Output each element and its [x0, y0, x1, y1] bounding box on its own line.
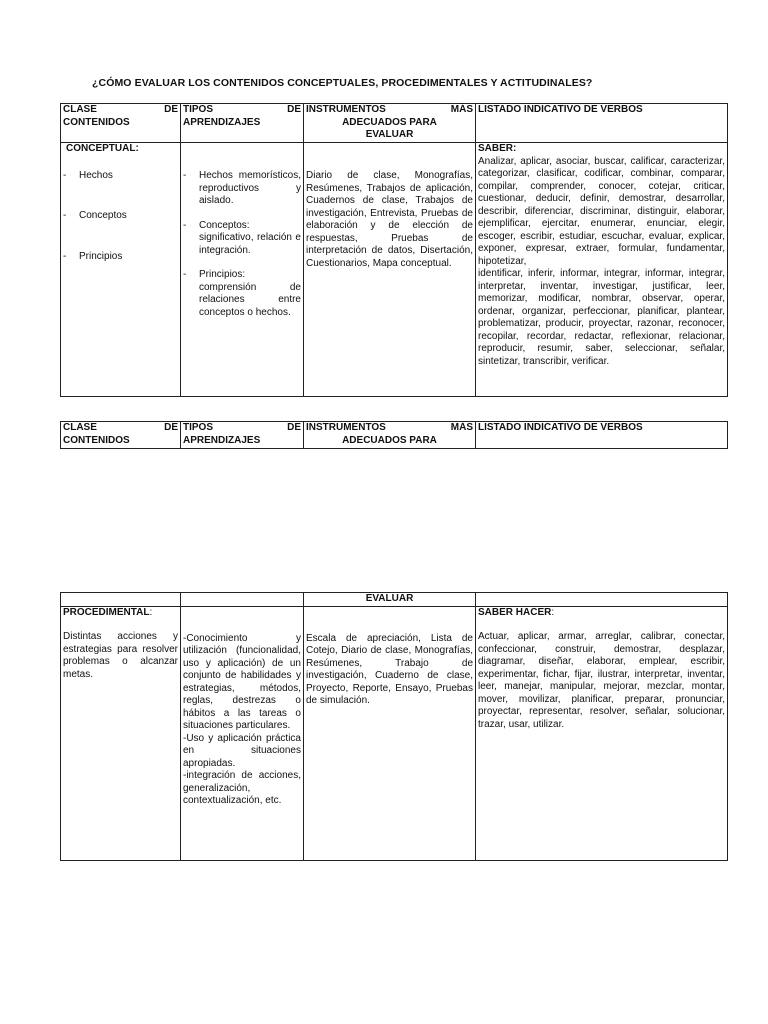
procedimental-verbos: Actuar, aplicar, armar, arreglar, calibrar, conectar, confeccionar, construir, demostrar, desplazar, diagramar, diseñar, elaborar, emplear, escribir, experimentar, fichar, fijar, ilustrar, interpretar, inventar, leer, manejar, manipular, mejorar, mezclar, montar, mover, movilizar, planificar, preparar, pronunciar, proyectar, representar, resolver, señalar, solucionar, trazar, usar, utilizar. [478, 631, 725, 730]
conceptual-tipos-cell [181, 143, 304, 397]
conceptual-verbos-p1: Analizar, aplicar, asociar, buscar, calificar, caracterizar, categorizar, clasificar, codificar, combinar, comparar, compilar, comprender, conocer, cotejar, criticar, cuestionar, deducir, definir, demostrar, desarrollar, describir, diferenciar, discriminar, distinguir, elaborar, ejemplificar, ejercitar, enumerar, enunciar, elegir, escoger, escribir, estudiar, escuchar, evaluar, explicar, exponer, expresar, extraer, formular, fundamentar, hipotetizar, [478, 155, 725, 267]
header-instrumentos-cont: EVALUAR [304, 593, 476, 607]
conceptual-clase-cell [61, 143, 181, 397]
tipo-item: -integración de acciones, generalización, contextualización, etc. [183, 770, 301, 806]
conceptual-instrumentos: Diario de clase, Monografías, Resúmenes, Trabajos de aplicación, Cuadernos de clase, Trabajos de investigación, Entrevista, Pruebas de elaboración y de elección de respuestas, Pruebas de interpretación de datos, Disertación, Cuestionarios, Mapa conceptual. [306, 170, 473, 269]
header-instrumentos [304, 104, 476, 143]
procedimental-clase-title: PROCEDIMENTAL [63, 606, 150, 618]
conceptual-verbos-p2: identificar, inferir, informar, integrar, informar, integrar, interpretar, inventar, investigar, justificar, leer, memorizar, modificar, nombrar, observar, operar, ordenar, organizar, perfeccionar, planificar, plantear, problematizar, producir, proyectar, razonar, reconocer, recopilar, recordar, redactar, reflexionar, relacionar, reproducir, resumir, saber, seleccionar, señalar, sintetizar, transcribir, verificar. [478, 268, 725, 367]
tipo-item: -Uso y aplicación práctica en situaciones apropiadas. [183, 732, 301, 769]
header-clase: CLASE DE CONTENIDOS [61, 422, 181, 449]
header-instrumentos-l2: ADECUADOS PARA [342, 116, 437, 128]
clase-item: - Principios [63, 250, 123, 262]
procedimental-table-header [60, 421, 728, 449]
conceptual-verbos-cell [476, 143, 728, 397]
tipo-item: - Hechos memorísticos, reproductivos y aislado. [183, 170, 301, 206]
procedimental-instrumentos: Escala de apreciación, Lista de Cotejo, Diario de clase, Monografías, Resúmenes, Trabajo de investigación, Cuaderno de clase, Proyecto, Reporte, Ensayo, Pruebas de simulación. [306, 632, 473, 706]
header-instrumentos-l3: EVALUAR [365, 129, 414, 140]
clase-item: - Conceptos [63, 210, 127, 221]
header-tipos: TIPOS DE APRENDIZAJES [181, 104, 304, 143]
tipo-item: - Conceptos: significativo, relación e integración. [183, 219, 301, 256]
tipo-item: -Conocimiento y utilización (funcionalidad, uso y aplicación) de un conjunto de habilidades y estrategias, métodos, reglas, destrezas o hábitos a las tareas o situaciones particulares. [183, 632, 301, 731]
clase-item: - Hechos [63, 169, 113, 181]
procedimental-clase-text: Distintas acciones y estrategias para resolver problemas o alcanzar metas. [63, 631, 178, 680]
header-tipos: TIPOS DE APRENDIZAJES [181, 422, 304, 449]
conceptual-verbos-title: SABER: [478, 143, 517, 154]
header-listado: LISTADO INDICATIVO DE VERBOS [476, 422, 728, 449]
conceptual-table [60, 103, 728, 397]
header-instrumentos-l1: INSTRUMENTOS MÁS [306, 422, 473, 433]
conceptual-instrumentos-cell [304, 143, 476, 397]
procedimental-tipos-cell [181, 606, 304, 860]
procedimental-verbos-cell: SABER HACER: Actuar, aplicar, armar, arreglar, calibrar, conectar, confeccionar, construir, demostrar, desplazar, diagramar, diseñar, elaborar, emplear, escribir, experimentar, fichar, fijar, ilustrar, interpretar, inventar, leer, manejar, manipular, mejorar, mezclar, montar, mover, movilizar, planificar, preparar, pronunciar, proyectar, representar, resolver, señalar, solucionar, trazar, usar, utilizar. [476, 606, 728, 860]
procedimental-verbos-title: SABER HACER [478, 606, 552, 618]
header-instrumentos-l2: ADECUADOS PARA [342, 434, 437, 446]
procedimental-table [60, 592, 728, 861]
header-clase: CLASE DE CONTENIDOS [61, 104, 181, 143]
procedimental-instrumentos-cell [304, 606, 476, 860]
procedimental-clase-cell: PROCEDIMENTAL: Distintas acciones y estrategias para resolver problemas o alcanzar metas. [61, 606, 181, 860]
header-instrumentos [304, 422, 476, 449]
header-listado: LISTADO INDICATIVO DE VERBOS [476, 104, 728, 143]
conceptual-clase-title: CONCEPTUAL: [66, 143, 139, 154]
tipo-item: - Principios: comprensión de relaciones entre conceptos o hechos. [183, 269, 301, 318]
header-instrumentos-l1: INSTRUMENTOS MÁS [306, 104, 473, 115]
page-title: ¿CÓMO EVALUAR LOS CONTENIDOS CONCEPTUALES, PROCEDIMENTALES Y ACTITUDINALES? [92, 77, 593, 89]
